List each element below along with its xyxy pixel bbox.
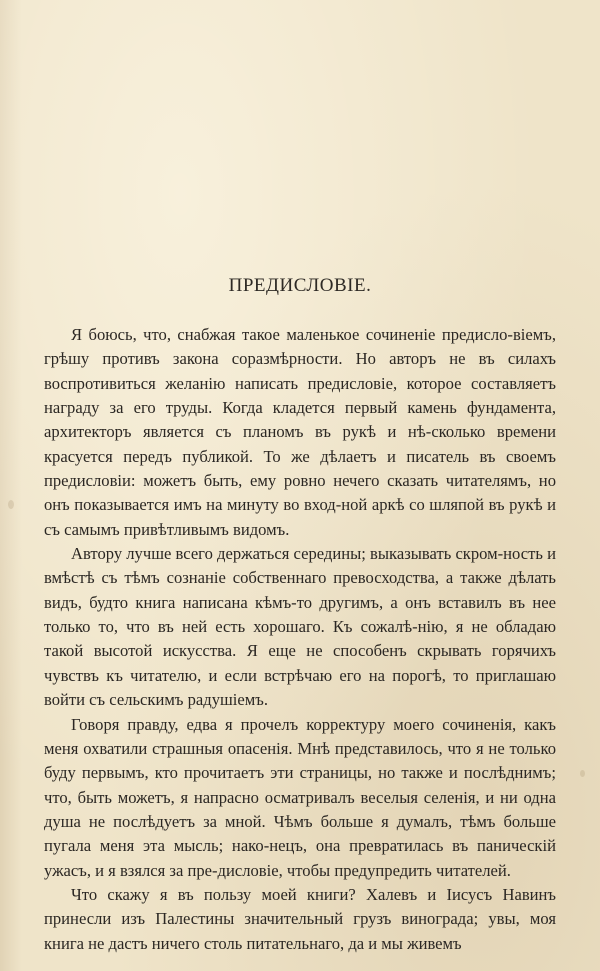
preface-body: [44, 323, 556, 956]
page-stain: [8, 500, 14, 509]
page-stain: [580, 770, 585, 777]
paragraph: Я боюсь, что, снабжая такое маленькое сочиненіе предисло-віемъ, грѣшу противъ закона соразмѣрности. Но авторъ не въ силахъ воспротивиться желанію написать предисловіе, которое составляетъ награду за его труды. Когда кладется первый камень фундамента, архитекторъ является съ планомъ въ рукѣ и нѣ-сколько времени красуется передъ публикой. То же дѣлаетъ и писатель въ своемъ предисловіи: можетъ быть, ему ровно нечего сказать читателямъ, но онъ показывается имъ на минуту во вход-ной аркѣ со шляпой въ рукѣ и съ самымъ привѣтливымъ видомъ.: [44, 325, 556, 539]
paragraph: Автору лучше всего держаться середины; выказывать скром-ность и вмѣстѣ съ тѣмъ сознаніе собственнаго превосходства, а также дѣлать видъ, будто книга написана кѣмъ-то другимъ, а онъ вставилъ въ нее только то, что въ ней есть хорошаго. Къ сожалѣ-нію, я не обладаю такой высотой искусства. Я еще не способенъ скрывать горячихъ чувствъ къ читателю, и если встрѣчаю его на порогѣ, то приглашаю войти съ сельскимъ радушіемъ.: [44, 544, 556, 710]
paragraph: Говоря правду, едва я прочелъ корректуру моего сочиненія, какъ меня охватили страшныя опасенія. Мнѣ представилось, что я не только буду первымъ, кто прочитаетъ эти страницы, но также и послѣднимъ; что, быть можетъ, я напрасно осматривалъ веселыя селенія, и ни одна душа не послѣдуетъ за мной. Чѣмъ больше я думалъ, тѣмъ больше пугала меня эта мысль; нако-нецъ, она превратилась въ паническій ужасъ, и я взялся за пре-дисловіе, чтобы предупредить читателей.: [44, 714, 556, 880]
paragraph: Что скажу я въ пользу моей книги? Халевъ и Іисусъ Навинъ принесли изъ Палестины значительный грузъ винограда; увы, моя книга не дастъ ничего столь питательнаго, да и мы живемъ: [44, 884, 556, 953]
page-title: ПРЕДИСЛОВІЕ.: [228, 275, 372, 296]
